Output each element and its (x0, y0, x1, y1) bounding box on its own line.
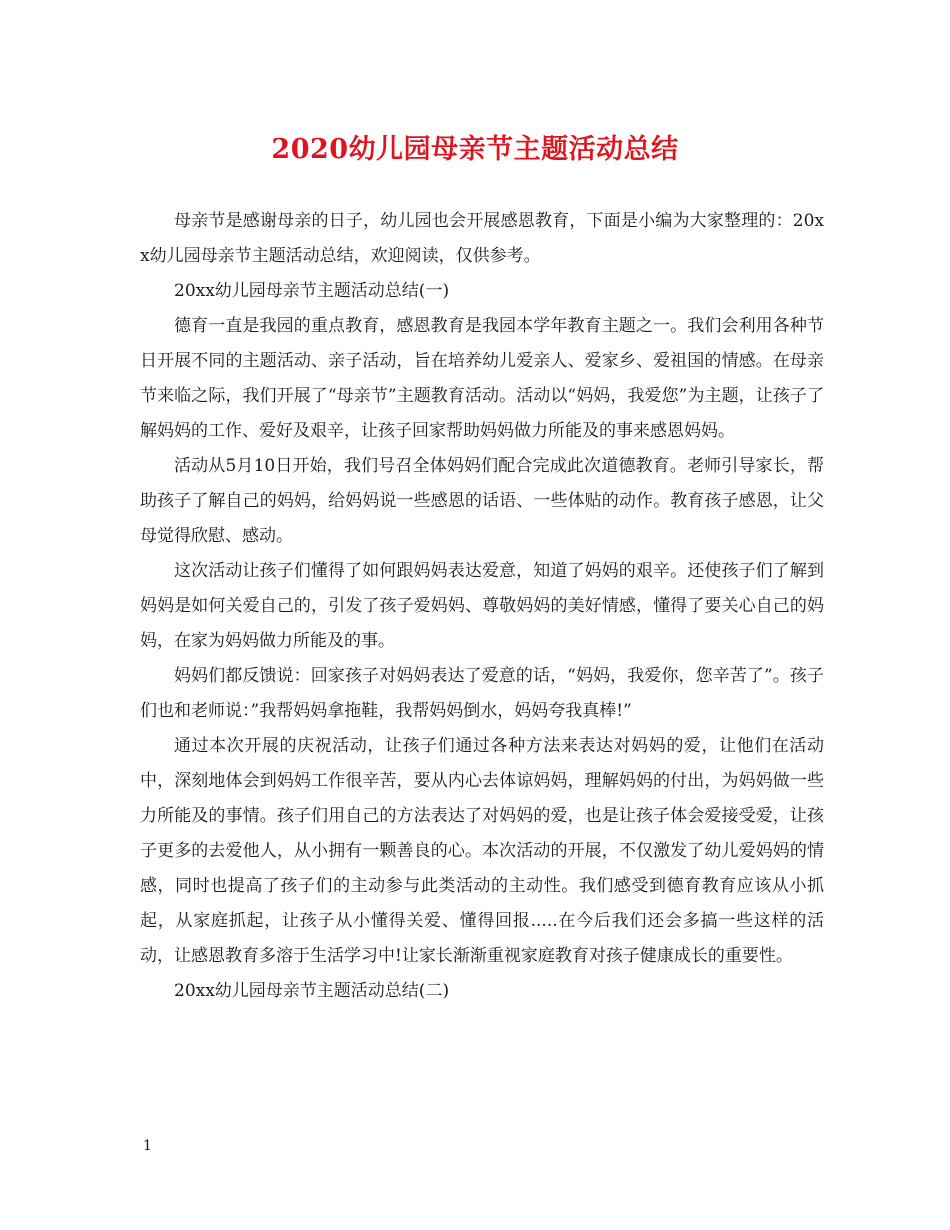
body-paragraph: 妈妈们都反馈说：回家孩子对妈妈表达了爱意的话，“妈妈，我爱你，您辛苦了”。孩子们也和老师说：”我帮妈妈拿拖鞋，我帮妈妈倒水，妈妈夸我真棒!” (140, 666, 824, 721)
document-title: 2020幼儿园母亲节主题活动总结 (271, 134, 679, 165)
body-paragraph: 德育一直是我园的重点教育，感恩教育是我园本学年教育主题之一。我们会利用各种节日开展不同的主题活动、亲子活动，旨在培养幼儿爱亲人、爱家乡、爱祖国的情感。在母亲节来临之际，我们开展了“母亲节”主题教育活动。活动以“妈妈，我爱您”为主题，让孩子了解妈妈的工作、爱好及艰辛，让孩子回家帮助妈妈做力所能及的事来感恩妈妈。 (140, 316, 824, 441)
body-paragraph: 活动从5月10日开始，我们号召全体妈妈们配合完成此次道德教育。老师引导家长，帮助孩子了解自己的妈妈，给妈妈说一些感恩的话语、一些体贴的动作。教育孩子感恩，让父母觉得欣慰、感动。 (140, 456, 824, 546)
page-number: 1 (143, 1138, 152, 1154)
intro-paragraph: 母亲节是感谢母亲的日子，幼儿园也会开展感恩教育，下面是小编为大家整理的：20xx幼儿园母亲节主题活动总结，欢迎阅读，仅供参考。 (140, 211, 824, 266)
section-heading-2: 20xx幼儿园母亲节主题活动总结(二) (174, 981, 450, 1001)
body-paragraph: 通过本次开展的庆祝活动，让孩子们通过各种方法来表达对妈妈的爱，让他们在活动中，深刻地体会到妈妈工作很辛苦，要从内心去体谅妈妈，理解妈妈的付出，为妈妈做一些力所能及的事情。孩子们用自己的方法表达了对妈妈的爱，也是让孩子体会爱接受爱，让孩子更多的去爱他人，从小拥有一颗善良的心。本次活动的开展，不仅激发了幼儿爱妈妈的情感，同时也提高了孩子们的主动参与此类活动的主动性。我们感受到德育教育应该从小抓起，从家庭抓起，让孩子从小懂得关爱、懂得回报.....在今后我们还会多搞一些这样的活动，让感恩教育多溶于生活学习中!让家长渐渐重视家庭教育对孩子健康成长的重要性。 (140, 736, 824, 966)
section-heading-1: 20xx幼儿园母亲节主题活动总结(一) (174, 281, 450, 301)
body-paragraph: 这次活动让孩子们懂得了如何跟妈妈表达爱意，知道了妈妈的艰辛。还使孩子们了解到妈妈是如何关爱自己的，引发了孩子爱妈妈、尊敬妈妈的美好情感，懂得了要关心自己的妈妈，在家为妈妈做力所能及的事。 (140, 561, 824, 651)
document-body (140, 204, 824, 1009)
